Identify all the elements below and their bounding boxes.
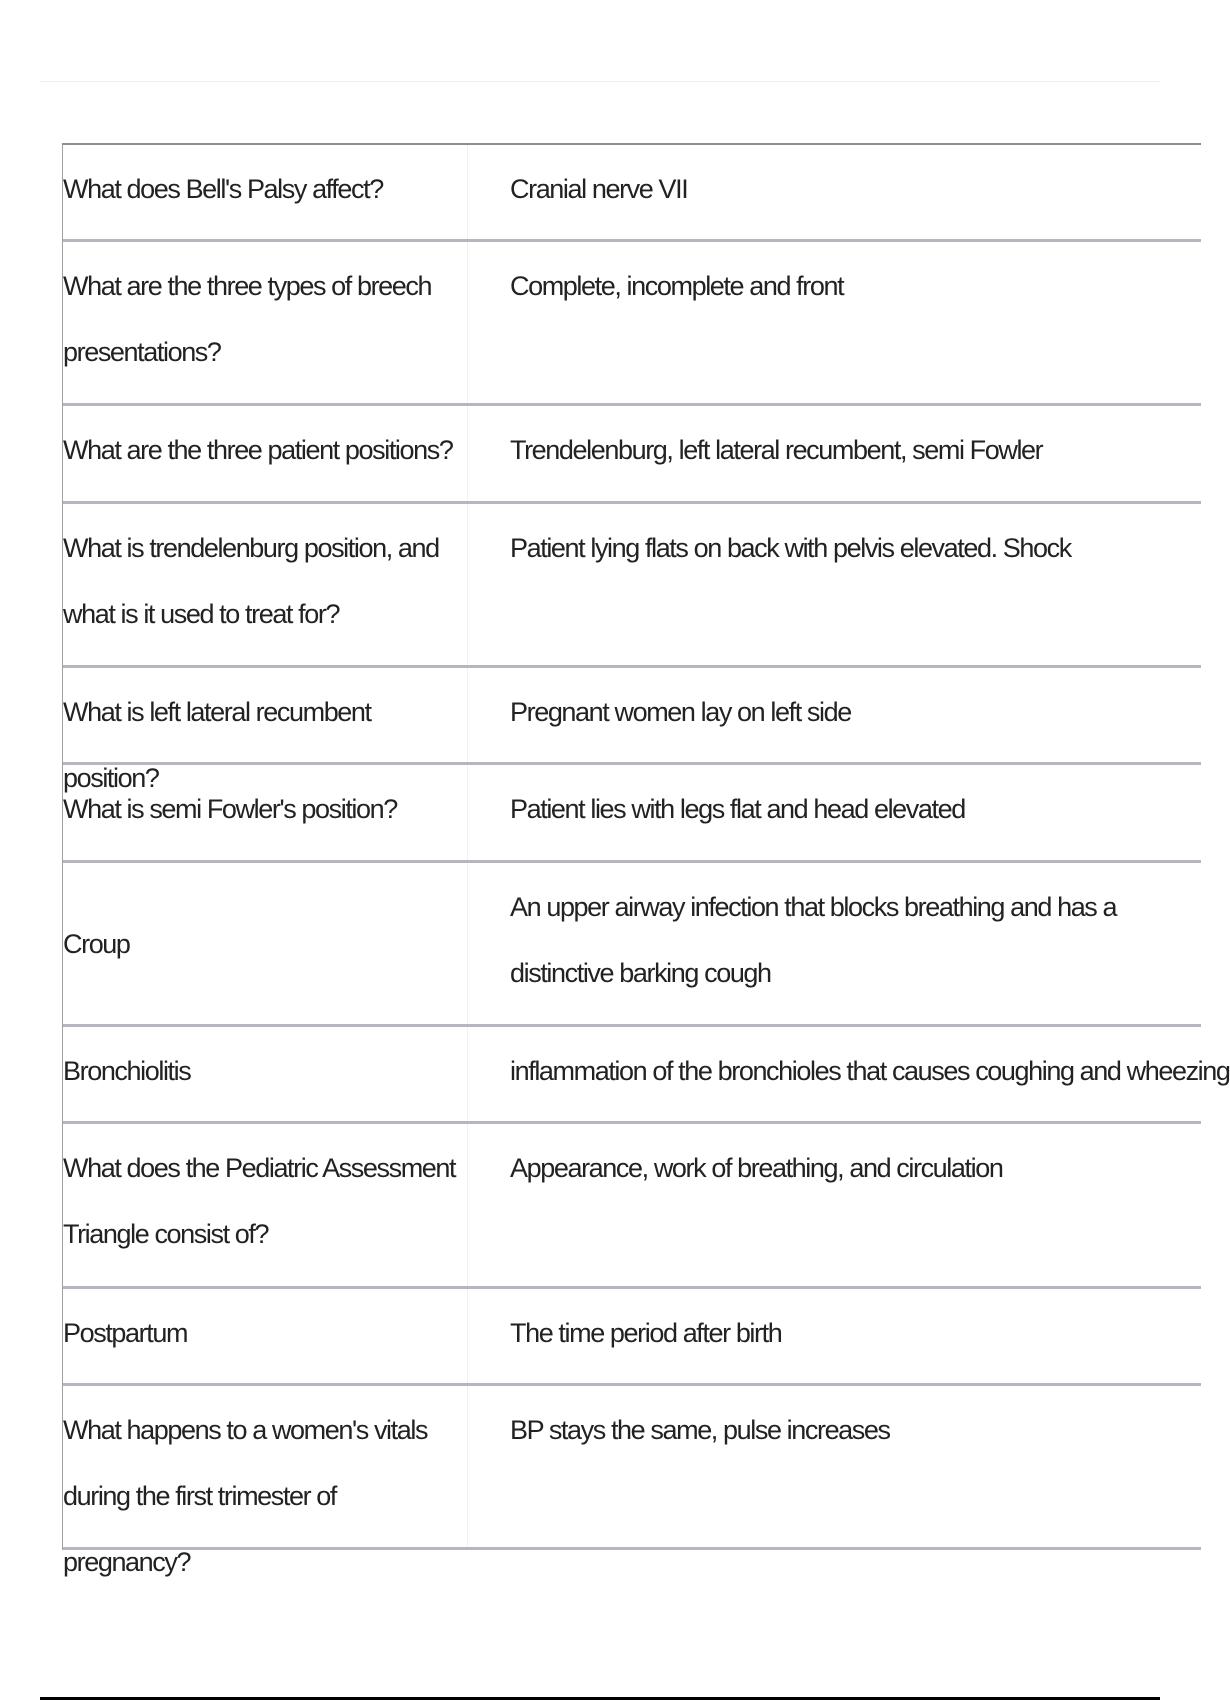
- definition-cell: Complete, incomplete and front: [510, 271, 844, 301]
- term-cell: What are the three types of breech presentations?: [63, 242, 468, 403]
- table-row: [63, 863, 1201, 1027]
- table-row: [63, 145, 1201, 242]
- definition-cell: Patient lies with legs flat and head elevated: [510, 794, 965, 824]
- term-cell: Croup: [63, 863, 468, 1024]
- definition-cell: Appearance, work of breathing, and circulation: [510, 1153, 1003, 1183]
- term-cell: What happens to a women's vitals during the first trimester of pregnancy?: [63, 1386, 468, 1547]
- table-row: [63, 504, 1201, 668]
- flashcard-table: [62, 143, 1230, 1577]
- table-row: [63, 668, 1201, 793]
- table-row: [63, 1027, 1230, 1124]
- definition-cell: Pregnant women lay on left side: [510, 697, 851, 727]
- term-cell: What is trendelenburg position, and what is it used to treat for?: [63, 504, 468, 665]
- term-cell: What does the Pediatric Assessment Triangle consist of?: [63, 1124, 468, 1286]
- definition-cell: BP stays the same, pulse increases: [510, 1415, 890, 1445]
- term-cell: Postpartum: [63, 1289, 468, 1383]
- term-cell: What is semi Fowler's position?: [63, 765, 468, 860]
- top-divider: [40, 81, 1160, 82]
- term-cell: What are the three patient positions?: [63, 406, 468, 501]
- table-row: [63, 242, 1201, 406]
- table-row: [63, 765, 1201, 863]
- table-row: [63, 1386, 1201, 1577]
- table-row: [63, 1124, 1201, 1289]
- table-row: [63, 1289, 1201, 1386]
- definition-cell: Trendelenburg, left lateral recumbent, semi Fowler: [510, 435, 1043, 465]
- definition-cell: inflammation of the bronchioles that causes coughing and wheezing: [510, 1056, 1230, 1086]
- term-cell: What does Bell's Palsy affect?: [63, 145, 468, 239]
- definition-cell: Cranial nerve VII: [510, 174, 688, 204]
- term-cell: What is left lateral recumbent position?: [63, 668, 468, 762]
- definition-cell: The time period after birth: [510, 1318, 782, 1348]
- table-row: [63, 406, 1201, 504]
- definition-cell: Patient lying flats on back with pelvis elevated. Shock: [510, 533, 1071, 563]
- term-cell: Bronchiolitis: [63, 1027, 468, 1121]
- definition-cell: An upper airway infection that blocks breathing and has a distinctive barking cough: [510, 892, 1117, 988]
